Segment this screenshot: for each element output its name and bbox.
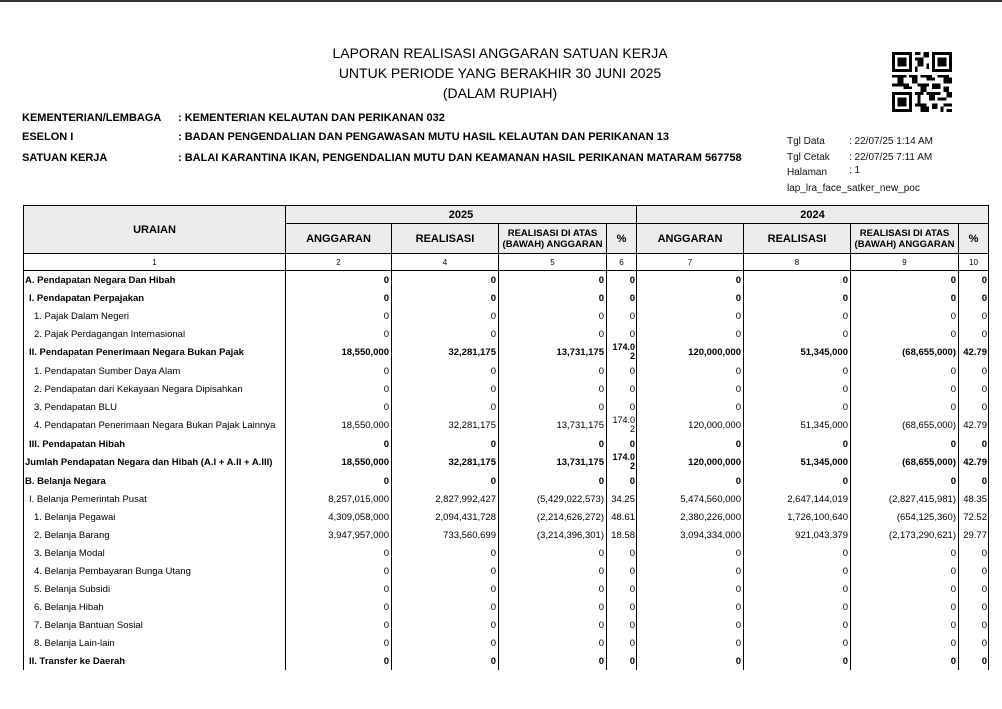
amount-cell: 0 — [392, 544, 499, 562]
amount-cell: 0 — [499, 580, 607, 598]
amount-cell: 0 — [392, 598, 499, 616]
amount-cell: 5,474,560,000 — [637, 490, 744, 508]
amount-cell: 0 — [286, 289, 392, 307]
tgl-cetak-label: Tgl Cetak — [787, 151, 830, 163]
meta-value: : BALAI KARANTINA IKAN, PENGENDALIAN MUTU DAN KEAMANAN HASIL PERIKANAN MATARAM 567758 — [178, 152, 742, 164]
table-row — [24, 307, 989, 325]
title-line-3: (DALAM RUPIAH) — [442, 85, 558, 101]
pct-cell — [607, 343, 637, 362]
tgl-cetak-value: : 22/07/25 7:11 AM — [849, 151, 933, 163]
amount-cell: 51,345,000 — [744, 416, 851, 435]
amount-cell: 0 — [851, 472, 959, 490]
table-row — [24, 435, 989, 453]
amount-cell: 0 — [744, 362, 851, 380]
table-row — [24, 598, 989, 616]
amount-cell: 0 — [286, 544, 392, 562]
pct-cell: 0 — [607, 271, 637, 290]
col-selisih-2025: REALISASI DI ATAS (BAWAH) ANGGARAN — [499, 224, 607, 254]
amount-cell: 0 — [392, 435, 499, 453]
amount-cell: 0 — [637, 271, 744, 290]
amount-cell: 0 — [392, 398, 499, 416]
pct-value: 174.0 2 — [612, 453, 635, 471]
table-row — [24, 652, 989, 670]
amount-cell: 0 — [637, 634, 744, 652]
pct-cell: 0 — [607, 634, 637, 652]
col-anggaran-2024: ANGGARAN — [637, 224, 744, 254]
col-number: 9 — [851, 254, 959, 271]
pct-cell: 0 — [607, 616, 637, 634]
pct-cell: 0 — [607, 652, 637, 670]
table-row — [24, 325, 989, 343]
year-header-2024: 2024 — [637, 206, 989, 224]
table-row — [24, 398, 989, 416]
lra-table — [23, 205, 989, 670]
row-label: A. Pendapatan Negara Dan Hibah — [24, 271, 286, 290]
row-label: 3. Belanja Modal — [24, 544, 286, 562]
report-title — [300, 43, 700, 103]
pct-cell: 0 — [959, 472, 989, 490]
pct-cell: 42.79 — [959, 416, 989, 435]
col-number: 2 — [286, 254, 392, 271]
amount-cell: (654,125,360) — [851, 508, 959, 526]
halaman — [787, 167, 933, 183]
amount-cell: 0 — [637, 616, 744, 634]
amount-cell: 0 — [499, 616, 607, 634]
pct-cell: 0 — [607, 362, 637, 380]
amount-cell: 0 — [637, 307, 744, 325]
amount-cell: 0 — [637, 398, 744, 416]
amount-cell: 0 — [851, 634, 959, 652]
col-selisih-2024: REALISASI DI ATAS (BAWAH) ANGGARAN — [851, 224, 959, 254]
col-realisasi-2025: REALISASI — [392, 224, 499, 254]
pct-cell: 0 — [959, 289, 989, 307]
table-row — [24, 616, 989, 634]
amount-cell: 0 — [499, 544, 607, 562]
table-row — [24, 380, 989, 398]
row-label: III. Pendapatan Hibah — [24, 435, 286, 453]
pct-cell: 0 — [959, 598, 989, 616]
amount-cell: 0 — [851, 544, 959, 562]
amount-cell: 0 — [499, 362, 607, 380]
amount-cell: (68,655,000) — [851, 416, 959, 435]
pct-cell: 0 — [959, 616, 989, 634]
table-row — [24, 580, 989, 598]
amount-cell: 0 — [392, 472, 499, 490]
col-realisasi-2024: REALISASI — [744, 224, 851, 254]
row-label: 4. Belanja Pembayaran Bunga Utang — [24, 562, 286, 580]
amount-cell: 0 — [499, 652, 607, 670]
amount-cell: 0 — [637, 472, 744, 490]
amount-cell: 0 — [851, 398, 959, 416]
amount-cell: 2,647,144,019 — [744, 490, 851, 508]
amount-cell: 0 — [499, 634, 607, 652]
amount-cell: 0 — [851, 325, 959, 343]
pct-cell: 0 — [607, 580, 637, 598]
amount-cell: 51,345,000 — [744, 453, 851, 472]
amount-cell: 0 — [499, 325, 607, 343]
amount-cell: 0 — [637, 580, 744, 598]
col-anggaran-2025: ANGGARAN — [286, 224, 392, 254]
amount-cell: 0 — [499, 598, 607, 616]
amount-cell: 0 — [637, 544, 744, 562]
amount-cell: 51,345,000 — [744, 343, 851, 362]
amount-cell: 0 — [499, 307, 607, 325]
amount-cell: 1,726,100,640 — [744, 508, 851, 526]
pct-cell: 72.52 — [959, 508, 989, 526]
amount-cell: 0 — [392, 271, 499, 290]
pct-cell: 0 — [959, 362, 989, 380]
table-row — [24, 416, 989, 435]
amount-cell: 0 — [851, 271, 959, 290]
amount-cell: 0 — [744, 580, 851, 598]
amount-cell: 0 — [637, 380, 744, 398]
amount-cell: 0 — [286, 325, 392, 343]
amount-cell: 13,731,175 — [499, 416, 607, 435]
amount-cell: 0 — [286, 362, 392, 380]
pct-cell: 0 — [959, 398, 989, 416]
pct-cell: 42.79 — [959, 343, 989, 362]
amount-cell: 0 — [851, 362, 959, 380]
row-label: II. Transfer ke Daerah — [24, 652, 286, 670]
row-label: 6. Belanja Hibah — [24, 598, 286, 616]
meta-value: : BADAN PENGENDALIAN DAN PENGAWASAN MUTU HASIL KELAUTAN DAN PERIKANAN 13 — [178, 131, 669, 143]
pct-cell: 18.58 — [607, 526, 637, 544]
pct-cell — [607, 453, 637, 472]
amount-cell: 32,281,175 — [392, 343, 499, 362]
table-row — [24, 453, 989, 472]
amount-cell: 0 — [499, 472, 607, 490]
row-label: B. Belanja Negara — [24, 472, 286, 490]
amount-cell: 0 — [286, 380, 392, 398]
amount-cell: 0 — [851, 580, 959, 598]
amount-cell: 0 — [637, 362, 744, 380]
table-row — [24, 289, 989, 307]
amount-cell: 0 — [286, 562, 392, 580]
pct-cell: 34.25 — [607, 490, 637, 508]
amount-cell: 0 — [286, 435, 392, 453]
amount-cell: 13,731,175 — [499, 343, 607, 362]
amount-cell: (68,655,000) — [851, 453, 959, 472]
amount-cell: 0 — [499, 289, 607, 307]
meta-label: SATUAN KERJA — [22, 152, 108, 164]
amount-cell: 0 — [851, 289, 959, 307]
year-header-2025: 2025 — [286, 206, 637, 224]
amount-cell: 0 — [851, 598, 959, 616]
amount-cell: 0 — [744, 325, 851, 343]
pct-cell: 0 — [607, 472, 637, 490]
pct-cell: 42.79 — [959, 453, 989, 472]
pct-cell: 0 — [607, 544, 637, 562]
amount-cell: 0 — [392, 652, 499, 670]
amount-cell: 3,947,957,000 — [286, 526, 392, 544]
amount-cell: 32,281,175 — [392, 453, 499, 472]
amount-cell: 0 — [851, 435, 959, 453]
amount-cell: 2,094,431,728 — [392, 508, 499, 526]
row-label: 5. Belanja Subsidi — [24, 580, 286, 598]
amount-cell: 0 — [392, 307, 499, 325]
col-number: 10 — [959, 254, 989, 271]
amount-cell: 0 — [392, 580, 499, 598]
amount-cell: 18,550,000 — [286, 453, 392, 472]
amount-cell: 0 — [851, 652, 959, 670]
amount-cell: 0 — [286, 634, 392, 652]
amount-cell: 0 — [392, 362, 499, 380]
amount-cell: (2,214,626,272) — [499, 508, 607, 526]
tgl-data-label: Tgl Data — [787, 136, 825, 147]
row-label: 7. Belanja Bantuan Sosial — [24, 616, 286, 634]
qr-code-icon — [892, 52, 952, 112]
amount-cell: 0 — [392, 634, 499, 652]
col-pct-2024: % — [959, 224, 989, 254]
amount-cell: 2,827,992,427 — [392, 490, 499, 508]
row-label: 1. Pendapatan Sumber Daya Alam — [24, 362, 286, 380]
meta-value: : KEMENTERIAN KELAUTAN DAN PERIKANAN 032 — [178, 112, 445, 124]
pct-cell — [607, 416, 637, 435]
halaman-label: Halaman — [787, 167, 828, 178]
table-row — [24, 472, 989, 490]
row-label: Jumlah Pendapatan Negara dan Hibah (A.I + A.II + A.III) — [24, 453, 286, 472]
col-pct-2025: % — [607, 224, 637, 254]
amount-cell: (5,429,022,573) — [499, 490, 607, 508]
amount-cell: 4,309,058,000 — [286, 508, 392, 526]
amount-cell: 0 — [637, 598, 744, 616]
pct-cell: 0 — [959, 634, 989, 652]
amount-cell: 0 — [744, 544, 851, 562]
table-row — [24, 508, 989, 526]
amount-cell: 0 — [637, 325, 744, 343]
pct-value: 174.0 2 — [612, 343, 635, 361]
amount-cell: 0 — [499, 398, 607, 416]
amount-cell: 0 — [744, 562, 851, 580]
amount-cell: 32,281,175 — [392, 416, 499, 435]
meta-label: KEMENTERIAN/LEMBAGA — [22, 112, 162, 124]
amount-cell: 0 — [286, 580, 392, 598]
row-label: 2. Pajak Perdagangan Internasional — [24, 325, 286, 343]
report-code: lap_lra_face_satker_new_poc — [787, 182, 920, 194]
amount-cell: 0 — [744, 616, 851, 634]
amount-cell: (2,827,415,981) — [851, 490, 959, 508]
col-number: 5 — [499, 254, 607, 271]
row-label: 4. Pendapatan Penerimaan Negara Bukan Pajak Lainnya — [24, 416, 286, 435]
amount-cell: 0 — [499, 271, 607, 290]
amount-cell: 0 — [392, 380, 499, 398]
row-label: I. Pendapatan Perpajakan — [24, 289, 286, 307]
amount-cell: 0 — [286, 271, 392, 290]
table-row — [24, 271, 989, 290]
meta-label: ESELON I — [22, 131, 74, 143]
title-line-1: LAPORAN REALISASI ANGGARAN SATUAN KERJA — [332, 45, 668, 61]
pct-cell: 0 — [607, 562, 637, 580]
amount-cell: 0 — [286, 307, 392, 325]
table-row — [24, 544, 989, 562]
amount-cell: 921,043,379 — [744, 526, 851, 544]
amount-cell: 0 — [851, 616, 959, 634]
table-row — [24, 562, 989, 580]
amount-cell: 0 — [744, 307, 851, 325]
amount-cell: 0 — [637, 652, 744, 670]
amount-cell: 0 — [392, 325, 499, 343]
pct-cell: 0 — [959, 307, 989, 325]
table-row — [24, 362, 989, 380]
table-row — [24, 490, 989, 508]
amount-cell: 733,560,699 — [392, 526, 499, 544]
pct-cell: 0 — [959, 652, 989, 670]
amount-cell: 0 — [637, 435, 744, 453]
amount-cell: 18,550,000 — [286, 343, 392, 362]
table-row — [24, 634, 989, 652]
col-number: 1 — [24, 254, 286, 271]
row-label: 8. Belanja Lain-lain — [24, 634, 286, 652]
table-body — [24, 271, 989, 671]
title-line-2: UNTUK PERIODE YANG BERAKHIR 30 JUNI 2025 — [338, 65, 662, 81]
amount-cell: 13,731,175 — [499, 453, 607, 472]
pct-cell: 0 — [959, 435, 989, 453]
amount-cell: 0 — [744, 398, 851, 416]
row-label: 3. Pendapatan BLU — [24, 398, 286, 416]
amount-cell: (2,173,290,621) — [851, 526, 959, 544]
col-number: 8 — [744, 254, 851, 271]
amount-cell: 0 — [499, 380, 607, 398]
pct-cell: 0 — [607, 398, 637, 416]
pct-cell: 0 — [607, 380, 637, 398]
tgl-data-value: : 22/07/25 1:14 AM — [849, 136, 933, 147]
amount-cell: 0 — [392, 562, 499, 580]
pct-cell: 0 — [959, 580, 989, 598]
pct-cell: 0 — [607, 598, 637, 616]
row-label: 1. Pajak Dalam Negeri — [24, 307, 286, 325]
amount-cell: 120,000,000 — [637, 453, 744, 472]
amount-cell: 0 — [851, 307, 959, 325]
row-label: I. Belanja Pemerintah Pusat — [24, 490, 286, 508]
amount-cell: 0 — [637, 562, 744, 580]
amount-cell: 0 — [499, 435, 607, 453]
amount-cell: 0 — [744, 598, 851, 616]
amount-cell: 2,380,226,000 — [637, 508, 744, 526]
amount-cell: 0 — [286, 472, 392, 490]
row-label: II. Pendapatan Penerimaan Negara Bukan Pajak — [24, 343, 286, 362]
pct-cell: 0 — [607, 289, 637, 307]
amount-cell: 120,000,000 — [637, 343, 744, 362]
pct-value: 174.0 2 — [612, 416, 635, 434]
halaman-value: : 1 — [849, 165, 861, 176]
pct-cell: 0 — [959, 544, 989, 562]
pct-cell: 0 — [607, 435, 637, 453]
amount-cell: 0 — [392, 616, 499, 634]
pct-cell: 29.77 — [959, 526, 989, 544]
pct-cell: 0 — [959, 562, 989, 580]
row-label: 2. Belanja Barang — [24, 526, 286, 544]
amount-cell: 3,094,334,000 — [637, 526, 744, 544]
amount-cell: 0 — [851, 562, 959, 580]
amount-cell: 0 — [744, 435, 851, 453]
amount-cell: 0 — [744, 289, 851, 307]
pct-cell: 48.61 — [607, 508, 637, 526]
table-row — [24, 343, 989, 362]
col-number: 7 — [637, 254, 744, 271]
print-info — [787, 136, 933, 198]
amount-cell: 18,550,000 — [286, 416, 392, 435]
pct-cell: 0 — [959, 380, 989, 398]
pct-cell: 0 — [607, 307, 637, 325]
table-row — [24, 526, 989, 544]
amount-cell: 0 — [744, 634, 851, 652]
amount-cell: 0 — [851, 380, 959, 398]
pct-cell: 48.35 — [959, 490, 989, 508]
amount-cell: 0 — [286, 616, 392, 634]
row-label: 2. Pendapatan dari Kekayaan Negara Dipisahkan — [24, 380, 286, 398]
pct-cell: 0 — [959, 325, 989, 343]
row-label: 1. Belanja Pegawai — [24, 508, 286, 526]
amount-cell: 0 — [286, 398, 392, 416]
column-number-row — [24, 254, 989, 271]
uraian-header: URAIAN — [24, 206, 286, 254]
amount-cell: 0 — [744, 271, 851, 290]
col-number: 6 — [607, 254, 637, 271]
amount-cell: 0 — [744, 380, 851, 398]
amount-cell: 0 — [392, 289, 499, 307]
amount-cell: 0 — [286, 598, 392, 616]
amount-cell: 0 — [744, 472, 851, 490]
amount-cell: 0 — [286, 652, 392, 670]
tgl-data — [787, 136, 933, 152]
amount-cell: 0 — [637, 289, 744, 307]
pct-cell: 0 — [607, 325, 637, 343]
amount-cell: 0 — [499, 562, 607, 580]
pct-cell: 0 — [959, 271, 989, 290]
amount-cell: 120,000,000 — [637, 416, 744, 435]
amount-cell: 0 — [744, 652, 851, 670]
col-number: 4 — [392, 254, 499, 271]
amount-cell: 8,257,015,000 — [286, 490, 392, 508]
amount-cell: (68,655,000) — [851, 343, 959, 362]
amount-cell: (3,214,396,301) — [499, 526, 607, 544]
